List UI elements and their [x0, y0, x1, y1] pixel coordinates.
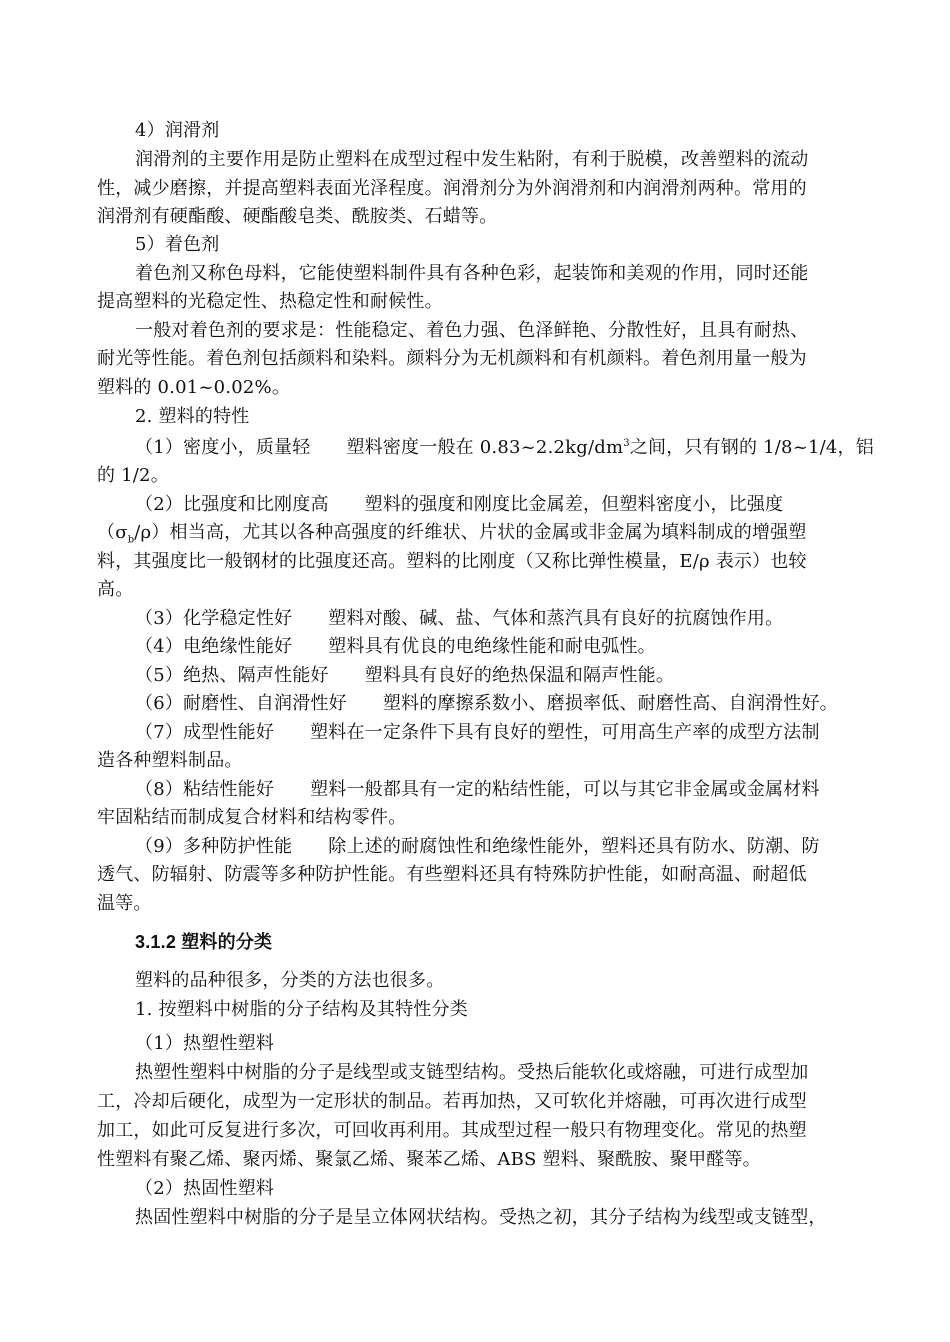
- property-title: （1）密度小，质量轻: [135, 437, 311, 458]
- paragraph-line: 的 1/2。: [97, 465, 169, 486]
- subscript: b: [127, 534, 135, 546]
- property-text: 之间，只有钢的 1/8~1/4，铝: [629, 437, 874, 458]
- property-item-6: [135, 691, 895, 717]
- property-title: （9）多种防护性能: [135, 836, 293, 857]
- paragraph-line: 性塑料有聚乙烯、聚丙烯、聚氯乙烯、聚苯乙烯、ABS 塑料、聚酰胺、聚甲醛等。: [97, 1149, 761, 1170]
- section-heading: 3.1.2 塑料的分类: [135, 932, 273, 952]
- paragraph-line: 高。: [97, 579, 134, 600]
- paragraph-line: 温等。: [97, 893, 152, 914]
- paragraph-line: 造各种塑料制品。: [97, 750, 243, 771]
- property-text: 塑料密度一般在 0.83~2.2kg/dm: [346, 437, 624, 458]
- property-text: 塑料的摩擦系数小、磨损率低、耐磨性高、自润滑性好。: [382, 693, 838, 714]
- property-title: （7）成型性能好: [135, 722, 275, 743]
- paragraph-line: 性，减少磨擦，并提高塑料表面光泽程度。润滑剂分为外润滑剂和内润滑剂两种。常用的: [97, 178, 807, 199]
- paragraph-line: [97, 520, 857, 546]
- paragraph-line: 牢固粘结而制成复合材料和结构零件。: [97, 807, 407, 828]
- property-text: 塑料的强度和刚度比金属差，但塑料密度小，比强度: [364, 494, 784, 515]
- paragraph-line: 着色剂又称色母料，它能使塑料制件具有各种色彩，起装饰和美观的作用，同时还能: [135, 263, 809, 284]
- paragraph-line: 料，其强度比一般钢材的比强度还高。塑料的比刚度（又称比弹性模量，E/ρ 表示）也较: [97, 551, 807, 572]
- property-title: （5）绝热、隔声性能好: [135, 665, 329, 686]
- property-item-3: [135, 606, 895, 632]
- property-title: （3）化学稳定性好: [135, 608, 293, 629]
- property-text: 塑料对酸、碱、盐、气体和蒸汽具有良好的抗腐蚀作用。: [328, 608, 784, 629]
- thermoset-heading: （2）热固性塑料: [135, 1178, 275, 1199]
- thermoplastic-heading: （1）热塑性塑料: [135, 1033, 275, 1054]
- paragraph-line: 加工，如此可反复进行多次，可回收再利用。其成型过程一般只有物理变化。常见的热塑: [97, 1120, 807, 1141]
- paragraph-line: 热固性塑料中树脂的分子是呈立体网状结构。受热之初，其分子结构为线型或支链型，: [135, 1207, 827, 1228]
- property-item-8: [135, 777, 895, 803]
- property-item-4: [135, 634, 895, 660]
- property-item-1: [135, 435, 895, 461]
- lubricant-heading: 4）润滑剂: [135, 120, 220, 141]
- property-text: 除上述的耐腐蚀性和绝缘性能外，塑料还具有防水、防潮、防: [328, 836, 820, 857]
- colorant-heading: 5）着色剂: [135, 234, 220, 255]
- property-item-9: [135, 834, 895, 860]
- property-title: （4）电绝缘性能好: [135, 636, 293, 657]
- paragraph-line: 提高塑料的光稳定性、热稳定性和耐候性。: [97, 291, 443, 312]
- paragraph-line: 塑料的 0.01~0.02%。: [97, 377, 291, 398]
- paragraph-line: 工，冷却后硬化，成型为一定形状的制品。若再加热，又可软化并熔融，可再次进行成型: [97, 1091, 807, 1112]
- subsection-heading: 1. 按塑料中树脂的分子结构及其特性分类: [135, 999, 468, 1020]
- properties-heading: 2. 塑料的特性: [135, 406, 250, 427]
- paragraph-line: 耐光等性能。着色剂包括颜料和染料。颜料分为无机颜料和有机颜料。着色剂用量一般为: [97, 348, 807, 369]
- property-text: 塑料一般都具有一定的粘结性能，可以与其它非金属或金属材料: [310, 779, 820, 800]
- paragraph-line: 热塑性塑料中树脂的分子是线型或支链型结构。受热后能软化或熔融，可进行成型加: [135, 1062, 809, 1083]
- paragraph-line: 透气、防辐射、防震等多种防护性能。有些塑料还具有特殊防护性能，如耐高温、耐超低: [97, 864, 807, 885]
- property-item-2: [135, 492, 895, 518]
- text-span: （σ: [97, 522, 128, 543]
- superscript: 3: [623, 438, 630, 449]
- property-title: （6）耐磨性、自润滑性好: [135, 693, 347, 714]
- property-text: 塑料在一定条件下具有良好的塑性，可用高生产率的成型方法制: [310, 722, 820, 743]
- property-item-7: [135, 720, 895, 746]
- property-text: 塑料具有良好的绝热保温和隔声性能。: [364, 665, 675, 686]
- paragraph-line: 润滑剂的主要作用是防止塑料在成型过程中发生粘附，有利于脱模，改善塑料的流动: [135, 149, 809, 170]
- text-span: /ρ）相当高，尤其以各种高强度的纤维状、片状的金属或非金属为填料制成的增强塑: [134, 522, 807, 543]
- paragraph-line: 一般对着色剂的要求是：性能稳定、着色力强、色泽鲜艳、分散性好，且具有耐热、: [135, 320, 809, 341]
- property-item-5: [135, 663, 895, 689]
- property-text: 塑料具有优良的电绝缘性能和耐电弧性。: [328, 636, 656, 657]
- paragraph-line: 塑料的品种很多，分类的方法也很多。: [135, 970, 445, 991]
- paragraph-line: 润滑剂有硬酯酸、硬酯酸皂类、酰胺类、石蜡等。: [97, 206, 498, 227]
- property-title: （2）比强度和比刚度高: [135, 494, 329, 515]
- property-title: （8）粘结性能好: [135, 779, 275, 800]
